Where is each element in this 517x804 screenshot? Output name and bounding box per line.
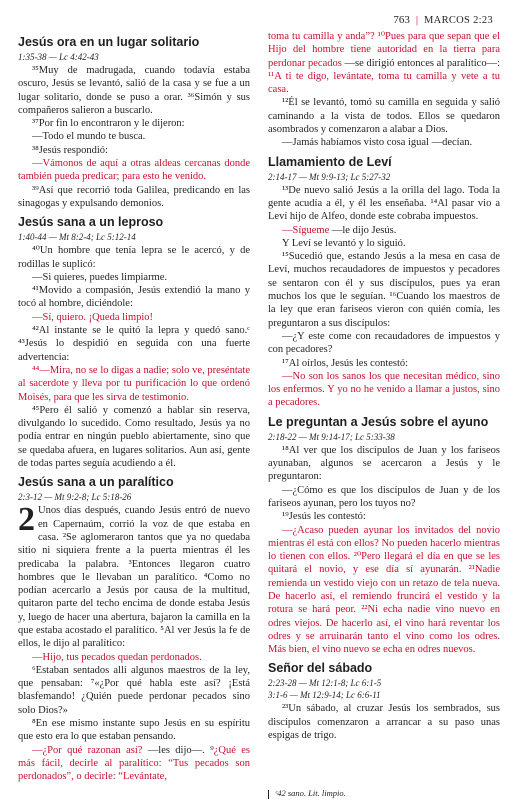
header-separator: | bbox=[415, 14, 419, 26]
page-header bbox=[393, 14, 493, 26]
verse-span: Unos días después, cuando Jesús entró de nuevo en Capernaúm, corrió la voz de que estaba en casa. ²Se aglomeraron tantos que ya no quedaba sitio ni siquiera frente a la puerta mientras él les predicaba la palabra. ³Entonces llegaron cuatro hombres que le llevaban un paralítico. ⁴Como no podían acercarlo a Jesús por causa de la multitud, quitaron parte del techo encima de donde estaba Jesús y, luego de hacer una abertura, bajaron la camilla en la que estaba acostado el paralítico. ⁵Al ver Jesús la fe de ellos, le dijo al paralítico: bbox=[18, 505, 250, 650]
verse-text: ³⁵Muy de madrugada, cuando todavía estaba oscuro, Jesús se levantó, salió de la casa y se fue a un lugar solitario, donde se puso a orar. ³⁶Simón y sus compañeros salieron a buscarlo. bbox=[18, 65, 250, 116]
words-of-jesus: —No son los sanos los que necesitan médico, sino los enfermos. Y yo no he venido a llamar a justos, sino a pecadores. bbox=[268, 370, 500, 409]
verse-span: —le dijo Jesús. bbox=[329, 224, 397, 236]
words-of-jesus: —¿Por qué razonan así? bbox=[32, 744, 143, 756]
section-title: Jesús sana a un leproso bbox=[18, 215, 164, 230]
verse-text: Y Leví se levantó y lo siguió. bbox=[282, 237, 406, 249]
verse-text: ¹⁵Sucedió que, estando Jesús a la mesa en casa de Leví, muchos recaudadores de impuestos y pecadores se sentaron con él y sus discípulos, pues ya eran muchos los que le seguían. ¹⁶Cuando los maestros de la ley que eran fariseos vieron con quién comía, les preguntaron a sus discípulos: bbox=[268, 251, 500, 329]
cross-reference: 1:35-38 — Lc 4:42-43 bbox=[18, 52, 99, 62]
words-of-jesus: —Hijo, tus pecados quedan perdonados. bbox=[32, 651, 202, 663]
words-of-jesus: toma tu camilla y anda”? ¹⁰Pues para que sepan que el Hijo del hombre tiene autoridad en la tierra para perdonar pecados bbox=[268, 31, 500, 69]
footnote-text: ᶜ42 sano. Lit. limpio. bbox=[275, 788, 346, 798]
section-title: Le preguntan a Jesús sobre el ayuno bbox=[268, 414, 489, 429]
verse-text bbox=[268, 30, 500, 96]
section-title: Señor del sábado bbox=[268, 661, 373, 676]
verse-text: —¿Cómo es que los discípulos de Juan y de los fariseos ayunan, pero los tuyos no? bbox=[268, 484, 500, 509]
words-of-jesus: —Sí, quiero. ¡Queda limpio! bbox=[32, 311, 154, 323]
words-of-jesus: ¹¹A ti te digo, levántate, toma tu camilla y vete a tu casa. bbox=[268, 70, 500, 96]
words-of-jesus: —Vámonos de aquí a otras aldeas cercanas donde también pueda predicar; para esto he venido. bbox=[18, 158, 250, 183]
verse-text: ³⁸Jesús respondió: bbox=[32, 144, 108, 156]
verse-text: ¹³De nuevo salió Jesús a la orilla del lago. Toda la gente acudía a él, y él les enseñaba. ¹⁴Al pasar vio a Leví hijo de Alfeo, donde este cobraba impuestos. bbox=[268, 184, 500, 223]
verse-text: ³⁹Así que recorrió toda Galilea, predicando en las sinagogas y expulsando demonios. bbox=[18, 184, 250, 209]
verse-text: ⁴⁰Un hombre que tenía lepra se le acercó, y de rodillas le suplicó: bbox=[18, 245, 250, 270]
verse-text: ⁴⁵Pero él salió y comenzó a hablar sin reserva, divulgando lo sucedido. Como resultado, Jesús ya no podía entrar en ningún pueblo abiertamente, sino que se quedaba afuera, en lugares solitarios. Aun así, gente de todas partes seguía acudiendo a él. bbox=[18, 404, 250, 470]
cross-reference: 2:18-22 — Mt 9:14-17; Lc 5:33-38 bbox=[268, 431, 395, 442]
section-title: Jesús sana a un paralítico bbox=[18, 475, 174, 490]
cross-reference: 2:14-17 — Mt 9:9-13; Lc 5:27-32 bbox=[268, 171, 391, 182]
verse-text: —Jamás habíamos visto cosa igual —decían. bbox=[282, 137, 473, 149]
verse-span: —se dirigió entonces al paralítico—: bbox=[341, 57, 500, 69]
words-of-jesus: ¿Qué es más fácil, decirle al paralítico: “Tus pecados son perdonados”, o decirle: “Levántate, bbox=[18, 744, 250, 783]
verse-text bbox=[18, 501, 250, 650]
verse-text: ⁴¹Movido a compasión, Jesús extendió la mano y tocó al hombre, diciéndole: bbox=[18, 285, 250, 310]
verse-text: —Todo el mundo te busca. bbox=[32, 131, 146, 143]
verse-text: ⁸En ese mismo instante supo Jesús en su espíritu que esto era lo que estaban pensando. bbox=[18, 718, 250, 743]
verse-text: ⁴²Al instante se le quitó la lepra y quedó sano.ᶜ ⁴³Jesús lo despidió en seguida con una fuerte advertencia: bbox=[18, 325, 250, 363]
verse-text: —Si quieres, puedes limpiarme. bbox=[32, 271, 168, 283]
verse-text: ¹⁹Jesús les contestó: bbox=[282, 511, 366, 523]
words-of-jesus: —¿Acaso pueden ayunar los invitados del novio mientras él está con ellos? No pueden hacerlo mientras lo tienen con ellos. ²⁰Pero llegará el día en que se les quitará el novio, y ese día sí ayunarán. ²¹Nadie remienda un vestido viejo con un retazo de tela nueva. De hacerlo así, el remiendo fruncirá el vestido y la rotura se hará peor. ²²Ni echa nadie vino nuevo en odres viejos. De hacerlo así, el vino hará reventar los odres y se arruinarán tanto el vino como los odres. Más bien, el vino nuevo se echa en odres nuevos. bbox=[268, 524, 500, 656]
footnote-rule bbox=[268, 790, 269, 799]
cross-reference: 2:3-12 — Mt 9:2-8; Lc 5:18-26 bbox=[18, 492, 132, 503]
verse-text: ¹²Él se levantó, tomó su camilla en seguida y salió caminando a la vista de todos. Ellos se quedaron asombrados y comenzaron a alabar a Dios. bbox=[268, 97, 500, 136]
verse-text: ¹⁷Al oírlos, Jesús les contestó: bbox=[282, 357, 409, 369]
verse-text: ²³Un sábado, al cruzar Jesús los sembrados, sus discípulos comenzaron a arrancar a su paso unas espigas de trigo. bbox=[268, 703, 500, 742]
verse-text: ⁶Estaban sentados allí algunos maestros de la ley, que pensaban: ⁷«¿Por qué habla este así? ¡Está blasfemando! ¿Quién puede perdonar pecados sino solo Dios?» bbox=[18, 664, 250, 716]
cross-reference: 2:23-28 — Mt 12:1-8; Lc 6:1-5 bbox=[268, 678, 382, 689]
verse-span: —les dijo—. ⁹ bbox=[142, 744, 214, 756]
verse-text bbox=[18, 744, 250, 784]
cross-reference: 1:40-44 — Mt 8:2-4; Lc 5:12-14 bbox=[18, 232, 136, 243]
verse-text: ¹⁸Al ver que los discípulos de Juan y los fariseos ayunaban, algunos se acercaron a Jesús y le preguntaron: bbox=[268, 444, 500, 483]
page-number: 763 bbox=[393, 14, 410, 26]
cross-reference: 3:1-6 — Mt 12:9-14; Lc 6:6-11 bbox=[268, 690, 381, 701]
verse-text bbox=[268, 224, 500, 237]
left-column bbox=[18, 30, 250, 784]
footnote bbox=[268, 788, 500, 799]
words-of-jesus: ⁴⁴—Mira, no se lo digas a nadie; solo ve, preséntate al sacerdote y lleva por tu purificación lo que ordenó Moisés, para que les sirva de testimonio. bbox=[18, 364, 250, 403]
words-of-jesus: —Sígueme bbox=[282, 224, 330, 236]
chapter-dropcap: 2 bbox=[18, 501, 35, 539]
verse-text: ³⁷Por fin lo encontraron y le dijeron: bbox=[32, 118, 185, 130]
right-column bbox=[268, 30, 500, 742]
section-title: Llamamiento de Leví bbox=[268, 154, 392, 169]
chapter-reference: MARCOS 2:23 bbox=[424, 14, 493, 26]
verse-text: —¿Y este come con recaudadores de impuestos y con pecadores? bbox=[268, 330, 500, 356]
section-title: Jesús ora en un lugar solitario bbox=[18, 35, 200, 49]
